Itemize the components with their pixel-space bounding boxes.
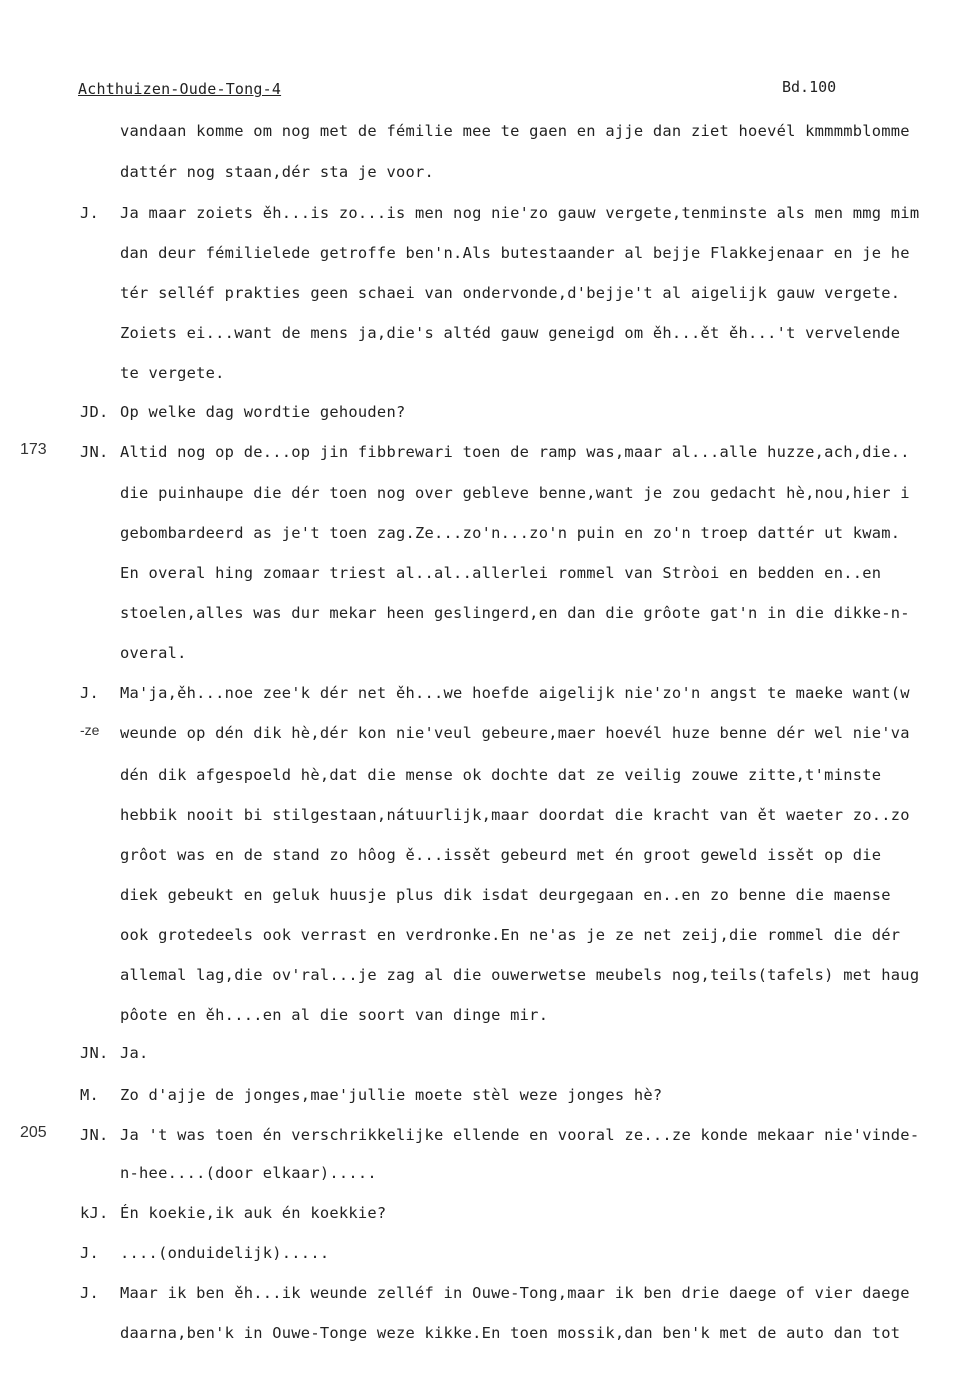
- text-line: Zo d'ajje de jonges,mae'jullie moete stèl weze jonges hè?: [120, 1086, 663, 1104]
- text-line: daarna,ben'k in Ouwe-Tonge weze kikke.En toen mossik,dan ben'k met de auto dan tot: [120, 1324, 901, 1342]
- text-line: ....(onduidelijk).....: [120, 1244, 330, 1262]
- speaker-label: JN.: [80, 1126, 109, 1144]
- speaker-label: J.: [80, 1284, 100, 1302]
- text-line: die puinhaupe die dér toen nog over gebleve benne,want je zou gedacht hè,nou,hier i: [120, 484, 910, 502]
- text-line: weunde op dén dik hè,dér kon nie'veul gebeure,maer hoevél huze benne dér wel nie'va: [120, 724, 910, 742]
- text-line: Ja 't was toen én verschrikkelijke ellende en vooral ze...ze konde mekaar nie'vinde-: [120, 1126, 920, 1144]
- text-line: overal.: [120, 644, 187, 662]
- text-line: Maar ik ben ěh...ik weunde zelléf in Ouwe-Tong,maar ik ben drie daege of vier daege: [120, 1284, 910, 1302]
- text-line: Én koekie,ik auk én koekkie?: [120, 1204, 387, 1222]
- text-line: Altid nog op de...op jin fibbrewari toen de ramp was,maar al...alle huzze,ach,die..: [120, 443, 910, 461]
- margin-note-205: 205: [20, 1124, 47, 1141]
- text-line: Ja.: [120, 1044, 149, 1062]
- speaker-label: JN.: [80, 1044, 109, 1062]
- text-line: dan deur fémilielede getroffe ben'n.Als butestaander al bejje Flakkejenaar en je he: [120, 244, 910, 262]
- text-line: Ja maar zoiets ěh...is zo...is men nog nie'zo gauw vergete,tenminste als men mmg mim: [120, 204, 920, 222]
- text-line: En overal hing zomaar triest al..al..allerlei rommel van Stròoi en bedden en..en: [120, 564, 882, 582]
- text-line: allemal lag,die ov'ral...je zag al die ouwerwetse meubels nog,teils(tafels) met haug: [120, 966, 920, 984]
- speaker-label: M.: [80, 1086, 100, 1104]
- text-line: vandaan komme om nog met de fémilie mee te gaen en ajje dan ziet hoevél kmmmmblomme: [120, 122, 910, 140]
- speaker-label: J.: [80, 684, 100, 702]
- margin-note-173: 173: [20, 441, 47, 458]
- text-line: grôot was en de stand zo hôog ě...issět gebeurd met én groot geweld issět op die: [120, 846, 882, 864]
- text-line: Zoiets ei...want de mens ja,die's altéd gauw geneigd om ěh...ět ěh...'t vervelende: [120, 324, 901, 342]
- text-line: n-hee....(door elkaar).....: [120, 1164, 377, 1182]
- text-line: te vergete.: [120, 364, 225, 382]
- speaker-label: J.: [80, 1244, 100, 1262]
- text-line: pôote en ěh....en al die soort van dinge mir.: [120, 1006, 549, 1024]
- text-line: stoelen,alles was dur mekar heen geslingerd,en dan die grôote gat'n in die dikke-n-: [120, 604, 910, 622]
- text-line: gebombardeerd as je't toen zag.Ze...zo'n...zo'n puin en zo'n troep dattér ut kwam.: [120, 524, 901, 542]
- text-line: diek gebeukt en geluk huusje plus dik isdat deurgegaan en..en zo benne die maense: [120, 886, 891, 904]
- speaker-label: JD.: [80, 403, 109, 421]
- text-line: dattér nog staan,dér sta je voor.: [120, 163, 435, 181]
- speaker-label: JN.: [80, 443, 109, 461]
- page-number: Bd.100: [782, 78, 837, 96]
- text-line: hebbik nooit bi stilgestaan,nátuurlijk,maar doordat die kracht van ět waeter zo..zo: [120, 806, 910, 824]
- text-line: tér selléf prakties geen schaei van ondervonde,d'bejje't al aigelijk gauw vergete.: [120, 284, 901, 302]
- text-line: Ma'ja,ěh...noe zee'k dér net ěh...we hoefde aigelijk nie'zo'n angst te maeke want(w: [120, 684, 910, 702]
- document-title: Achthuizen-Oude-Tong-4: [78, 80, 282, 98]
- text-line: Op welke dag wordtie gehouden?: [120, 403, 406, 421]
- text-line: dén dik afgespoeld hè,dat die mense ok dochte dat ze veilig zouwe zitte,t'minste: [120, 766, 882, 784]
- margin-note-ze: -ze: [80, 722, 100, 738]
- text-line: ook grotedeels ook verrast en verdronke.En ne'as je ze net zeij,die rommel die dér: [120, 926, 901, 944]
- speaker-label: J.: [80, 204, 100, 222]
- speaker-label: kJ.: [80, 1204, 109, 1222]
